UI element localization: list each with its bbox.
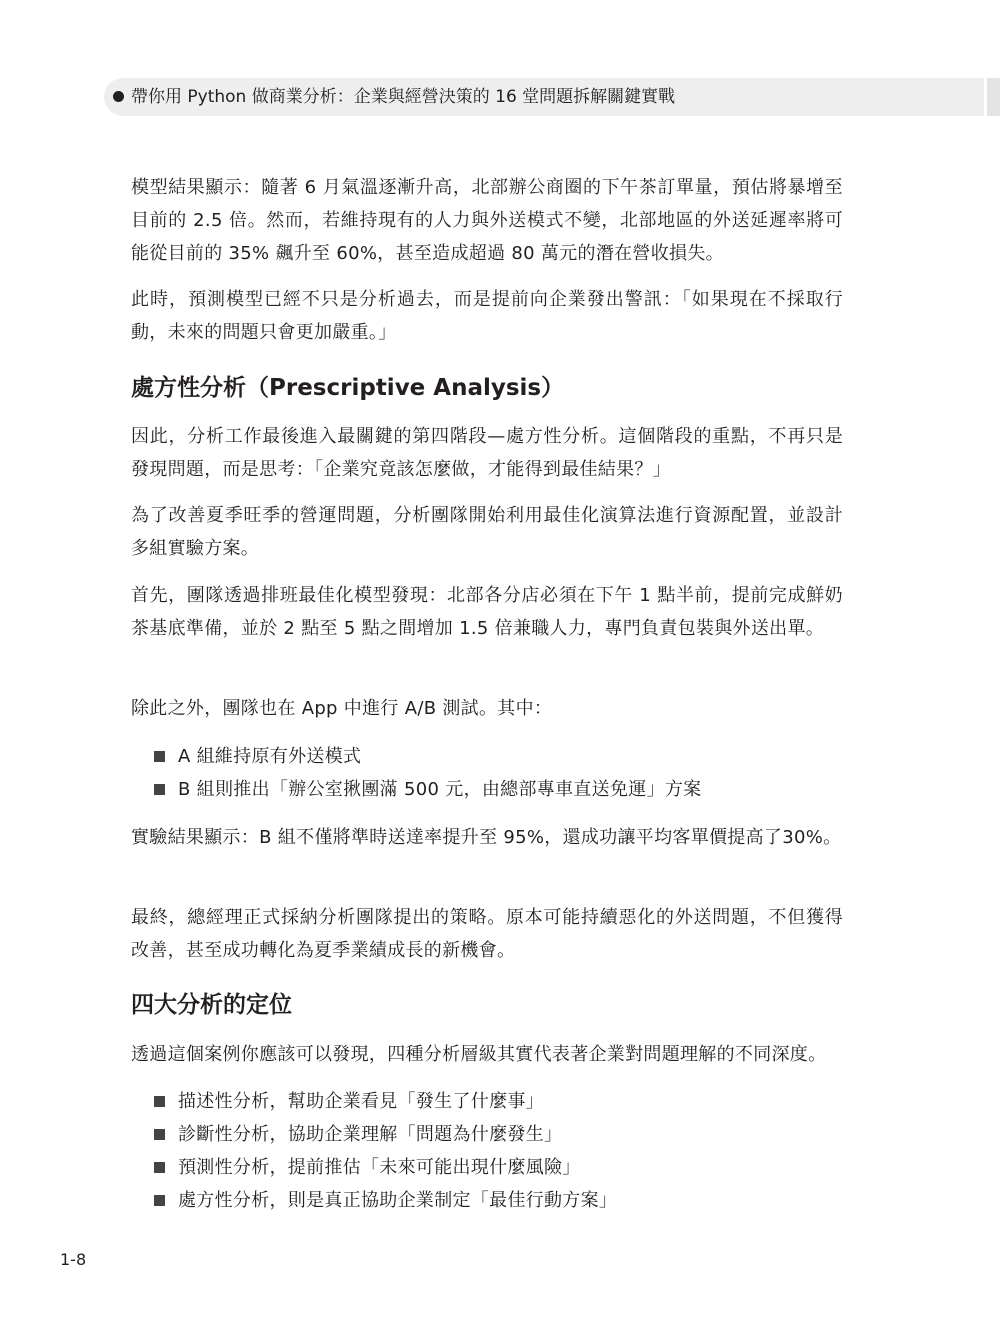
paragraph-prescriptive-intro: 因此，分析工作最後進入最關鍵的第四階段—處方性分析。這個階段的重點，不再只是發現問題，而是思考：「企業究竟該怎麼做，才能得到最佳結果？」 [131,426,843,480]
square-bullet-icon [154,1096,165,1107]
square-bullet-icon [154,751,165,762]
paragraph-optimization: 為了改善夏季旺季的營運問題，分析團隊開始利用最佳化演算法進行資源配置，並設計多組實驗方案。 [131,505,843,559]
paragraph-scheduling: 首先，團隊透過排班最佳化模型發現：北部各分店必須在下午 1 點半前，提前完成鮮奶茶基底準備，並於 2 點至 5 點之間增加 1.5 倍兼職人力，專門負責包裝與外送出單。 [131,585,843,639]
running-header-title: 帶你用 Python 做商業分析：企業與經營決策的 16 堂問題拆解關鍵實戰 [131,87,676,107]
section-heading-positioning: 四大分析的定位 [131,992,292,1018]
page-number: 1-8 [60,1250,87,1269]
section-heading-prescriptive: 處方性分析（Prescriptive Analysis） [131,375,565,401]
paragraph-ab-test-intro: 除此之外，團隊也在 App 中進行 A/B 測試。其中： [131,698,553,719]
paragraph-ab-results: 實驗結果顯示：B 組不僅將準時送達率提升至 95%，還成功讓平均客單價提高了30%。 [131,827,842,848]
paragraph-four-levels: 透過這個案例你應該可以發現，四種分析層級其實代表著企業對問題理解的不同深度。 [131,1044,827,1065]
header-edge-tab [987,78,1000,116]
header-bullet-icon [113,91,124,102]
square-bullet-icon [154,1162,165,1173]
square-bullet-icon [154,784,165,795]
paragraph-conclusion: 最終，總經理正式採納分析團隊提出的策略。原本可能持續惡化的外送問題，不但獲得改善，甚至成功轉化為夏季業績成長的新機會。 [131,907,843,961]
paragraph-model-results: 模型結果顯示：隨著 6 月氣溫逐漸升高，北部辦公商圈的下午茶訂單量，預估將暴增至目前的 2.5 倍。然而，若維持現有的人力與外送模式不變，北部地區的外送延遲率將可能從目前的 35% 飆升至 60%，甚至造成超過 80 萬元的潛在營收損失。 [131,177,843,264]
square-bullet-icon [154,1129,165,1140]
paragraph-warning: 此時，預測模型已經不只是分析過去，而是提前向企業發出警訊：「如果現在不採取行動，未來的問題只會更加嚴重。」 [131,289,843,343]
square-bullet-icon [154,1195,165,1206]
